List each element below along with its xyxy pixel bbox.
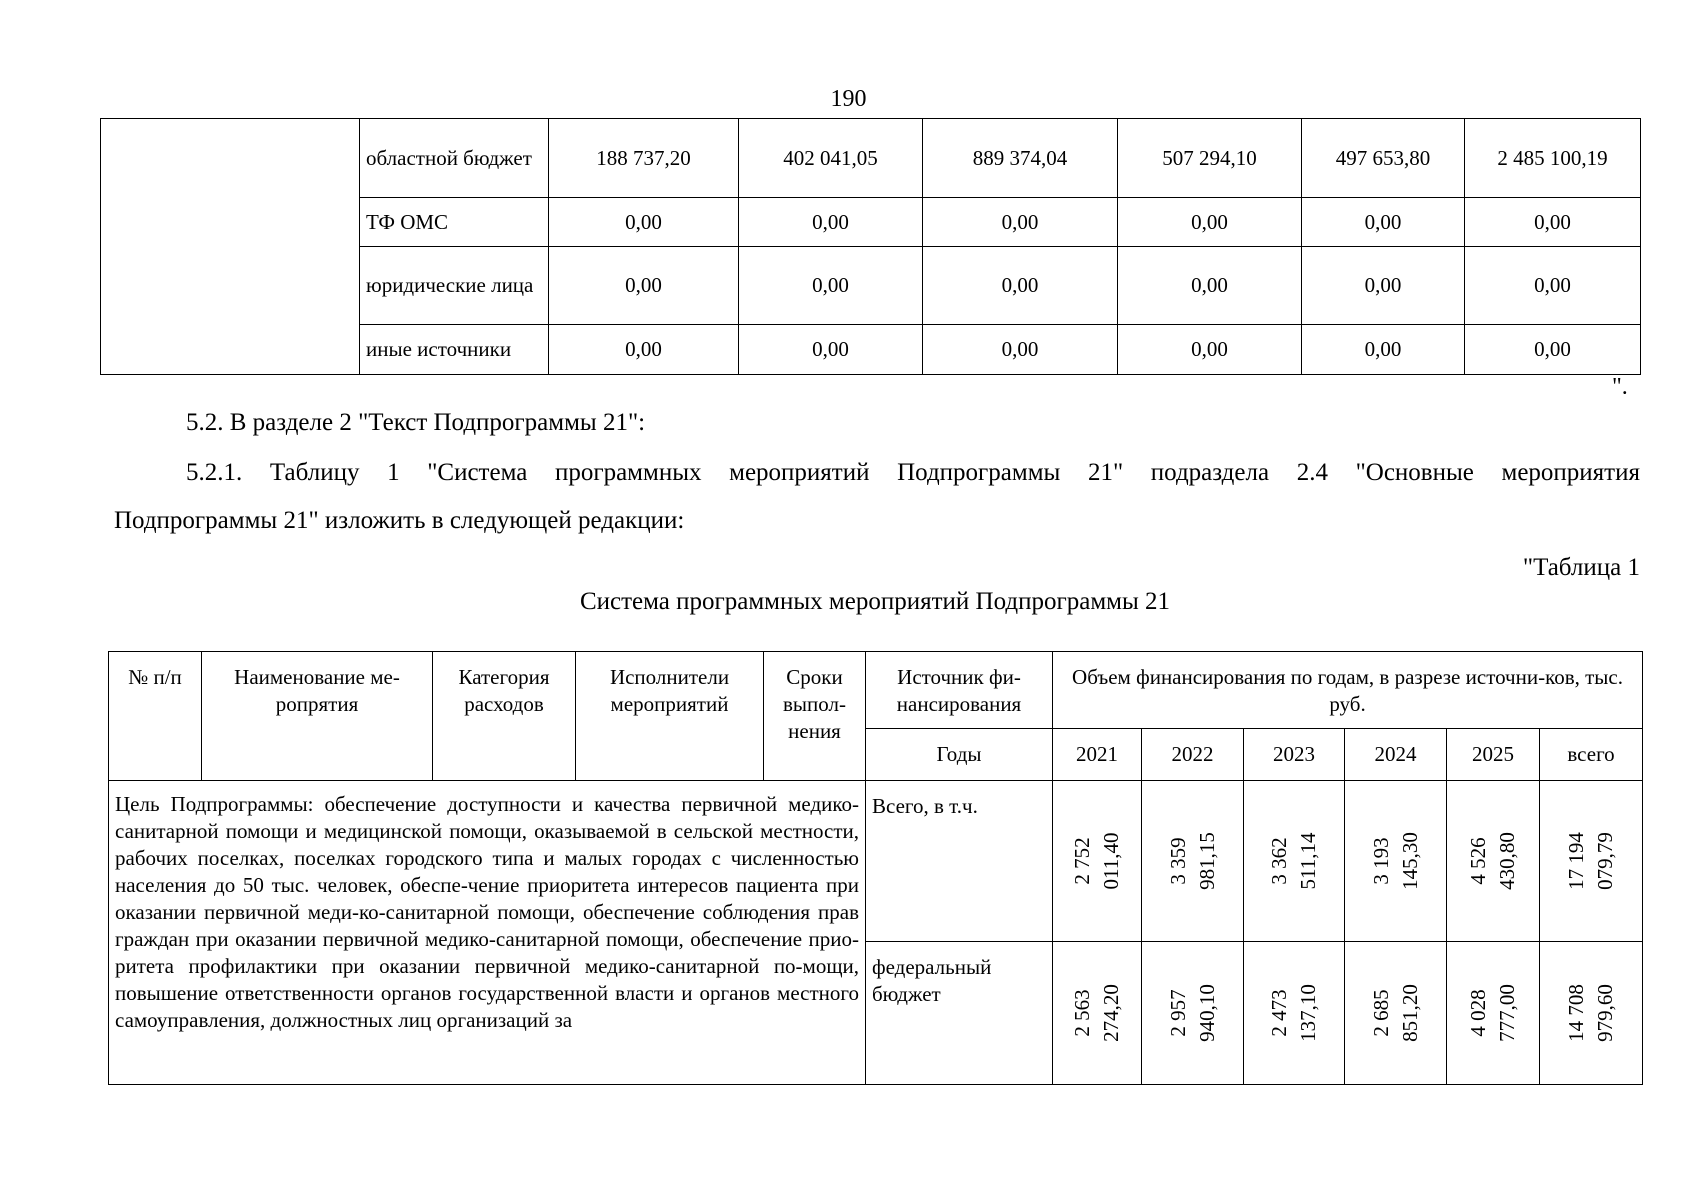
header-name: Наименование ме-ропрятия — [202, 652, 433, 781]
value-cell — [1540, 942, 1643, 1085]
value-cell — [1447, 942, 1540, 1085]
page-number: 190 — [830, 86, 867, 112]
value-cell: 0,00 — [923, 325, 1118, 375]
paragraph-section: 5.2. В разделе 2 "Текст Подпрограммы 21": — [186, 409, 646, 436]
value-cell — [1244, 942, 1345, 1085]
header-volume: Объем финансирования по годам, в разрезе источни-ков, тыс. руб. — [1053, 652, 1643, 729]
header-num: № п/п — [109, 652, 202, 781]
value-part: 979,60 — [1593, 984, 1618, 1042]
value-cell: 507 294,10 — [1118, 119, 1302, 198]
value-cell: 0,00 — [1118, 247, 1302, 325]
header-terms: Сроки выпол-нения — [764, 652, 866, 781]
value-cell — [1053, 942, 1142, 1085]
value-part: 274,20 — [1099, 984, 1123, 1042]
goal-cell: Цель Подпрограммы: обеспечение доступности и качества первичной медико-санитарной помощи и медицинской помощи, оказываемой в сельской местности, рабочих поселках, поселках городского типа и малых городах с численностью населения до 50 тыс. человек, обеспе-чение приоритета интересов пациента при оказании первичной меди-ко-санитарной помощи, обеспечение соблюдения прав граждан при оказании первичной медико-санитарной помощи, обеспечение прио-ритета профилактики при оказании первичной медико-санитарной по-мощи, повышение ответственности органов государственной власти и органов местного самоуправления, должностных лиц организаций за — [109, 781, 866, 1085]
value-cell: 497 653,80 — [1302, 119, 1465, 198]
header-executors: Исполнители мероприятий — [576, 652, 764, 781]
table-title: Система программных мероприятий Подпрограммы 21 — [579, 588, 1171, 615]
value-part: 2 685 — [1368, 989, 1393, 1037]
value-cell: 0,00 — [1465, 247, 1641, 325]
value-cell — [1053, 781, 1142, 942]
paragraph-instruction: 5.2.1. Таблицу 1 "Система программных мероприятий Подпрограммы 21" подраздела 2.4 "Основные мероприятия — [186, 459, 1640, 486]
value-part: 14 708 — [1564, 984, 1589, 1042]
value-cell: 0,00 — [1302, 198, 1465, 247]
value-part: 430,80 — [1495, 832, 1519, 890]
value-cell — [1244, 781, 1345, 942]
value-cell: 0,00 — [923, 247, 1118, 325]
table-row — [109, 781, 1643, 942]
value-part: 011,40 — [1099, 832, 1123, 890]
program-activities-table — [108, 651, 1643, 1085]
value-cell: 0,00 — [549, 247, 739, 325]
value-part: 3 359 — [1165, 837, 1190, 885]
table-row — [101, 119, 1641, 198]
value-cell: 2 485 100,19 — [1465, 119, 1641, 198]
source-label: юридические лица — [360, 247, 549, 325]
value-part: 17 194 — [1564, 832, 1589, 890]
value-cell: 0,00 — [1302, 325, 1465, 375]
value-part: 4 028 — [1466, 989, 1490, 1037]
value-cell: 0,00 — [549, 325, 739, 375]
value-part: 4 526 — [1466, 837, 1490, 885]
value-cell — [1142, 781, 1244, 942]
value-cell: 0,00 — [739, 247, 923, 325]
value-cell: 0,00 — [1302, 247, 1465, 325]
header-total: всего — [1540, 729, 1643, 781]
value-part: 511,14 — [1296, 832, 1320, 890]
value-cell — [1142, 942, 1244, 1085]
value-part: 137,10 — [1296, 984, 1320, 1042]
value-cell: 0,00 — [1118, 198, 1302, 247]
funding-continuation-table — [100, 118, 1641, 375]
header-row — [109, 652, 1643, 729]
source-label: областной бюджет — [360, 119, 549, 198]
header-year: 2023 — [1244, 729, 1345, 781]
source-cell: федеральный бюджет — [866, 942, 1053, 1085]
value-cell: 0,00 — [1118, 325, 1302, 375]
value-part: 2 957 — [1165, 989, 1190, 1037]
value-cell: 402 041,05 — [739, 119, 923, 198]
closing-quote: ". — [1612, 374, 1628, 400]
header-year: 2024 — [1345, 729, 1447, 781]
value-part: 981,15 — [1194, 832, 1219, 890]
value-cell — [1447, 781, 1540, 942]
table-label: "Таблица 1 — [1522, 554, 1640, 581]
value-part: 079,79 — [1593, 832, 1618, 890]
value-part: 2 473 — [1267, 989, 1291, 1037]
value-part: 2 752 — [1070, 837, 1094, 885]
value-cell: 0,00 — [549, 198, 739, 247]
header-source: Источник фи-нансирования — [866, 652, 1053, 729]
source-label: иные источники — [360, 325, 549, 375]
value-cell: 0,00 — [1465, 198, 1641, 247]
source-label: ТФ ОМС — [360, 198, 549, 247]
value-part: 940,10 — [1194, 984, 1219, 1042]
value-cell: 0,00 — [739, 325, 923, 375]
header-year: 2025 — [1447, 729, 1540, 781]
value-cell: 0,00 — [1465, 325, 1641, 375]
value-cell: 188 737,20 — [549, 119, 739, 198]
header-year: 2021 — [1053, 729, 1142, 781]
value-cell — [1345, 942, 1447, 1085]
value-part: 777,00 — [1495, 984, 1519, 1042]
value-cell: 889 374,04 — [923, 119, 1118, 198]
value-part: 3 362 — [1267, 837, 1291, 885]
header-category: Категория расходов — [433, 652, 576, 781]
empty-cell — [101, 119, 360, 375]
header-years-label: Годы — [866, 729, 1053, 781]
header-year: 2022 — [1142, 729, 1244, 781]
value-part: 3 193 — [1368, 837, 1393, 885]
value-cell — [1345, 781, 1447, 942]
value-cell — [1540, 781, 1643, 942]
value-part: 851,20 — [1397, 984, 1422, 1042]
value-part: 145,30 — [1397, 832, 1422, 890]
paragraph-instruction-continued: Подпрограммы 21" изложить в следующей редакции: — [114, 507, 685, 534]
value-cell: 0,00 — [739, 198, 923, 247]
value-cell: 0,00 — [923, 198, 1118, 247]
value-part: 2 563 — [1070, 989, 1094, 1037]
source-cell: Всего, в т.ч. — [866, 781, 1053, 942]
